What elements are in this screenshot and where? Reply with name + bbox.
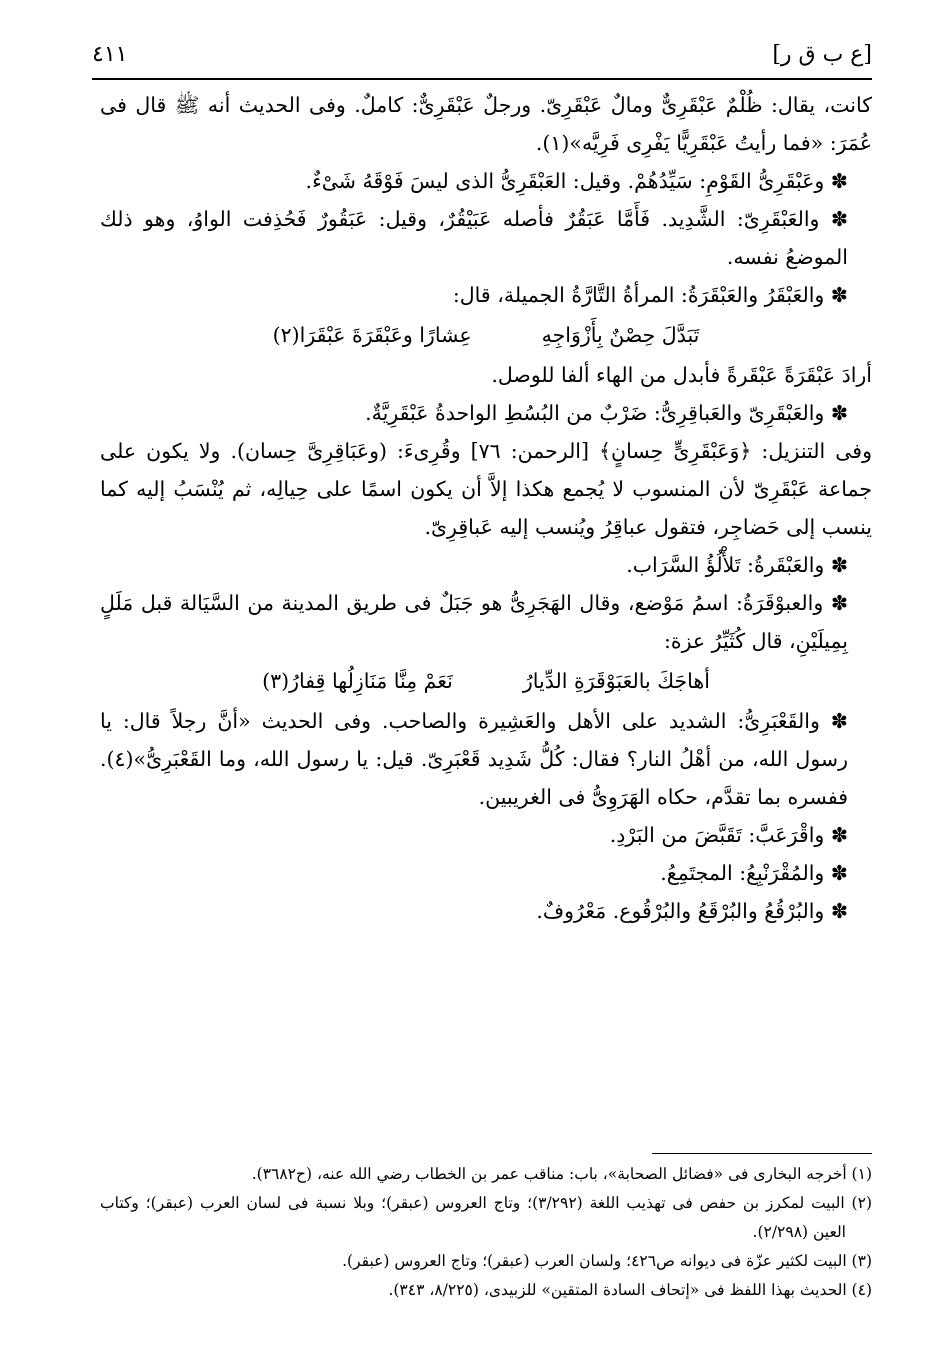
page-header <box>92 42 872 78</box>
verse-first-hemistich: أهاجَكَ بالعَبَوْقَرَةِ الدِّيارُ <box>522 669 710 693</box>
verse-second-hemistich: عِشارًا وعَبْقَرَةَ عَبْقَرَا(٢) <box>272 323 472 347</box>
footnote: (٣) البيت لكثير عزّة فى ديوانه ص٤٢٦؛ ولسان العرب (عبقر)؛ وتاج العروس (عبقر). <box>342 1252 872 1270</box>
entry-paragraph: ✽ والبُرْقُعُ والبُرْقَعُ والبُرْقُوع. مَعْرُوفٌ. <box>536 899 848 923</box>
footnote: (١) أخرجه البخارى فى «فضائل الصحابة»، باب: مناقب عمر بن الخطاب رضي الله عنه، (ح٣٦٨٢). <box>251 1165 872 1183</box>
footnote-divider <box>652 1153 872 1154</box>
entry-paragraph: ✽ والعَبْقَرةُ: تَلأْلُؤُ السَّرَاب. <box>626 553 848 577</box>
entry-paragraph: ✽ والعَبْقَرِىّ: الشَّدِيد. فَأَمَّا عَبَقُرٌ فأصله عَبَيْقُرٌ، وقيل: عَبَقُورٌ فَحُذِفت الواوُ، وهو ذلك الموضعُ نفسه. <box>100 207 848 269</box>
verse-first-hemistich: تَبَدَّلَ حِصْنٌ بِأَزْوَاجِهِ <box>541 323 700 347</box>
verse-second-hemistich: نَعَمْ مِنَّا مَنَازِلُها قِفارُ(٣) <box>262 669 453 693</box>
paragraph: كانت، يقال: ظُلْمٌ عَبْقَرِىٌّ ومالٌ عَبْقَرِىّ. ورجلٌ عَبْقَرِىٌّ: كاملٌ. وفى الحديث أنه ﷺ قال فى عُمَرَ: «فما رأيتُ عَبْقَرِيًّا يَفْرِى فَرِيَّه»(١). <box>100 93 872 155</box>
header-divider <box>92 78 872 80</box>
root-letters-heading: [ع ب ق ر] <box>772 42 872 67</box>
entry-paragraph: ✽ والعبوْقَرَةُ: اسمُ مَوْضع، وقال الهَجَرِىُّ هو جَبَلٌ فى طريق المدينة من السَّيَالة قبل مَلَلٍ بِمِيلَيْنِ، قال كُثَيِّرُ عزة: <box>100 591 848 653</box>
paragraph: أرادَ عَبْقَرَةً عَبْقَرةً فأبدل من الهاء ألفا للوصل. <box>491 363 872 387</box>
footnote: (٤) الحديث بهذا اللفظ فى «إتحاف السادة المتقين» للزبيدى، (٨/٢٢٥، ٣٤٣). <box>388 1281 872 1299</box>
footnote: (٢) البيت لمكرز بن حفص فى تهذيب اللغة (٣/٢٩٢)؛ وتاج العروس (عبقر)؛ وبلا نسبة فى لسان العرب (عبقر)؛ وكتاب العين (٢/٢٩٨). <box>100 1194 872 1241</box>
poetry-verse <box>100 316 872 354</box>
entry-paragraph: ✽ والمُقْرَنْبِعُ: المجتَمِعُ. <box>660 861 848 885</box>
entry-paragraph: ✽ وعَبْقَرِىُّ القَوْمِ: سَيِّدُهُمْ. وقيل: العَبْقَرِىُّ الذى ليسَ فَوْقَهُ شَىْءٌ. <box>305 169 848 193</box>
footnotes <box>100 1160 872 1305</box>
main-text <box>100 86 872 930</box>
entry-paragraph: ✽ والقَعْبَرِىُّ: الشديد على الأهل والعَشِيرة والصاحب. وفى الحديث «أنَّ رجلاً قال: يا رسول الله، من أهْلُ النار؟ فقال: كُلُّ شَدِيد قَعْبَرِىّ. قيل: يا رسول الله، وما القَعْبَرِىُّ»(٤). ففسره بما تقدَّم، حكاه الهَرَوِىُّ فى الغريبين. <box>100 709 848 809</box>
entry-paragraph: ✽ والعَبْقَرِىّ والعَباقِرِىُّ: ضَرْبٌ من البُسُطِ الواحدةُ عَبْقَرِيَّةٌ. <box>365 401 848 425</box>
paragraph: وفى التنزيل: ﴿وَعَبْقَرِىٍّ حِسانٍ﴾ [الرحمن: ٧٦] وقُرِىءَ: (وعَبَاقِرِىَّ حِسان). ولا يكون على جماعة عَبْقَرِىّ لأن المنسوب لا يُجمع هكذا إلاَّ أن يكون اسمًا على حِيالِه، ثم يُنْسَبُ إليه كما ينسب إلى حَضاجِر، فتقول عباقِرُ ويُنسب إليه عَباقِرِىّ. <box>100 439 873 539</box>
entry-paragraph: ✽ والعَبْقَرُ والعَبْقَرَةُ: المرأةُ التَّارَّةُ الجميلة، قال: <box>452 283 848 307</box>
poetry-verse <box>100 662 872 700</box>
entry-paragraph: ✽ واقْرَعَبَّ: تَقَبَّضَ من البَرْدِ. <box>609 823 848 847</box>
page-number: ٤١١ <box>92 42 128 67</box>
